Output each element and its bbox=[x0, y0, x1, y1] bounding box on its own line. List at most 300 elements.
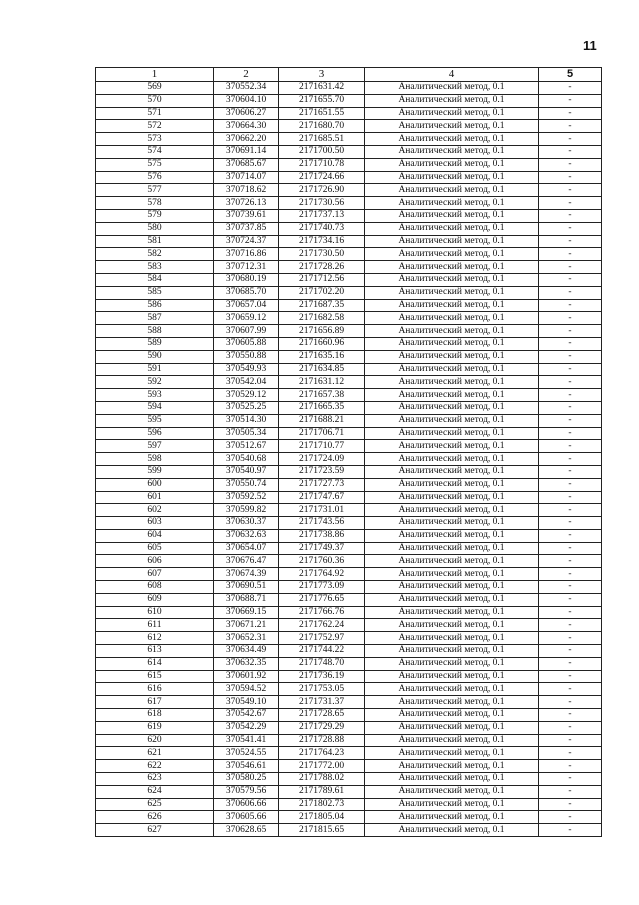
cell-description: - bbox=[539, 696, 602, 709]
cell-y-coordinate: 2171724.66 bbox=[279, 171, 365, 184]
cell-y-coordinate: 2171712.56 bbox=[279, 273, 365, 286]
table-row bbox=[96, 581, 602, 594]
cell-method: Аналитический метод, 0.1 bbox=[365, 619, 539, 632]
table-row bbox=[96, 632, 602, 645]
table-row bbox=[96, 107, 602, 120]
cell-x-coordinate: 370524.55 bbox=[214, 747, 279, 760]
cell-point-number: 602 bbox=[96, 504, 214, 517]
cell-x-coordinate: 370606.27 bbox=[214, 107, 279, 120]
cell-description: - bbox=[539, 107, 602, 120]
cell-point-number: 606 bbox=[96, 555, 214, 568]
cell-description: - bbox=[539, 773, 602, 786]
cell-description: - bbox=[539, 376, 602, 389]
cell-method: Аналитический метод, 0.1 bbox=[365, 222, 539, 235]
cell-x-coordinate: 370690.51 bbox=[214, 581, 279, 594]
cell-x-coordinate: 370652.31 bbox=[214, 632, 279, 645]
cell-method: Аналитический метод, 0.1 bbox=[365, 286, 539, 299]
table-row bbox=[96, 209, 602, 222]
cell-point-number: 581 bbox=[96, 235, 214, 248]
cell-description: - bbox=[539, 606, 602, 619]
cell-x-coordinate: 370676.47 bbox=[214, 555, 279, 568]
table-row bbox=[96, 657, 602, 670]
cell-y-coordinate: 2171685.51 bbox=[279, 133, 365, 146]
cell-x-coordinate: 370606.66 bbox=[214, 798, 279, 811]
cell-x-coordinate: 370594.52 bbox=[214, 683, 279, 696]
cell-description: - bbox=[539, 197, 602, 210]
cell-method: Аналитический метод, 0.1 bbox=[365, 427, 539, 440]
cell-y-coordinate: 2171789.61 bbox=[279, 785, 365, 798]
cell-description: - bbox=[539, 414, 602, 427]
table-row bbox=[96, 350, 602, 363]
cell-method: Аналитический метод, 0.1 bbox=[365, 325, 539, 338]
cell-method: Аналитический метод, 0.1 bbox=[365, 824, 539, 837]
cell-description: - bbox=[539, 645, 602, 658]
cell-x-coordinate: 370546.61 bbox=[214, 760, 279, 773]
cell-y-coordinate: 2171631.42 bbox=[279, 82, 365, 95]
table-row bbox=[96, 299, 602, 312]
cell-point-number: 610 bbox=[96, 606, 214, 619]
cell-point-number: 588 bbox=[96, 325, 214, 338]
cell-point-number: 600 bbox=[96, 478, 214, 491]
cell-description: - bbox=[539, 619, 602, 632]
cell-y-coordinate: 2171682.58 bbox=[279, 312, 365, 325]
cell-point-number: 604 bbox=[96, 529, 214, 542]
cell-point-number: 575 bbox=[96, 158, 214, 171]
cell-description: - bbox=[539, 734, 602, 747]
cell-point-number: 578 bbox=[96, 197, 214, 210]
cell-method: Аналитический метод, 0.1 bbox=[365, 184, 539, 197]
cell-method: Аналитический метод, 0.1 bbox=[365, 414, 539, 427]
cell-method: Аналитический метод, 0.1 bbox=[365, 120, 539, 133]
cell-description: - bbox=[539, 760, 602, 773]
cell-description: - bbox=[539, 517, 602, 530]
cell-x-coordinate: 370688.71 bbox=[214, 593, 279, 606]
cell-y-coordinate: 2171710.78 bbox=[279, 158, 365, 171]
cell-method: Аналитический метод, 0.1 bbox=[365, 709, 539, 722]
cell-y-coordinate: 2171744.22 bbox=[279, 645, 365, 658]
cell-method: Аналитический метод, 0.1 bbox=[365, 504, 539, 517]
cell-point-number: 595 bbox=[96, 414, 214, 427]
cell-description: - bbox=[539, 555, 602, 568]
cell-x-coordinate: 370669.15 bbox=[214, 606, 279, 619]
cell-method: Аналитический метод, 0.1 bbox=[365, 747, 539, 760]
cell-method: Аналитический метод, 0.1 bbox=[365, 94, 539, 107]
cell-method: Аналитический метод, 0.1 bbox=[365, 632, 539, 645]
table-row bbox=[96, 197, 602, 210]
cell-point-number: 614 bbox=[96, 657, 214, 670]
cell-point-number: 625 bbox=[96, 798, 214, 811]
cell-description: - bbox=[539, 491, 602, 504]
cell-description: - bbox=[539, 145, 602, 158]
cell-x-coordinate: 370718.62 bbox=[214, 184, 279, 197]
cell-x-coordinate: 370514.30 bbox=[214, 414, 279, 427]
cell-description: - bbox=[539, 82, 602, 95]
cell-point-number: 608 bbox=[96, 581, 214, 594]
cell-method: Аналитический метод, 0.1 bbox=[365, 785, 539, 798]
cell-method: Аналитический метод, 0.1 bbox=[365, 453, 539, 466]
coordinates-table bbox=[95, 67, 602, 837]
cell-point-number: 609 bbox=[96, 593, 214, 606]
cell-method: Аналитический метод, 0.1 bbox=[365, 133, 539, 146]
cell-y-coordinate: 2171731.37 bbox=[279, 696, 365, 709]
cell-x-coordinate: 370691.14 bbox=[214, 145, 279, 158]
cell-point-number: 572 bbox=[96, 120, 214, 133]
column-header-description: 5 bbox=[539, 68, 602, 82]
cell-x-coordinate: 370628.65 bbox=[214, 824, 279, 837]
cell-description: - bbox=[539, 120, 602, 133]
table-row bbox=[96, 555, 602, 568]
table-row bbox=[96, 414, 602, 427]
cell-description: - bbox=[539, 261, 602, 274]
cell-x-coordinate: 370632.63 bbox=[214, 529, 279, 542]
cell-point-number: 596 bbox=[96, 427, 214, 440]
cell-y-coordinate: 2171730.50 bbox=[279, 248, 365, 261]
cell-method: Аналитический метод, 0.1 bbox=[365, 811, 539, 824]
cell-y-coordinate: 2171764.92 bbox=[279, 568, 365, 581]
cell-x-coordinate: 370659.12 bbox=[214, 312, 279, 325]
cell-point-number: 589 bbox=[96, 337, 214, 350]
cell-method: Аналитический метод, 0.1 bbox=[365, 645, 539, 658]
cell-y-coordinate: 2171740.73 bbox=[279, 222, 365, 235]
cell-point-number: 621 bbox=[96, 747, 214, 760]
cell-y-coordinate: 2171635.16 bbox=[279, 350, 365, 363]
cell-method: Аналитический метод, 0.1 bbox=[365, 478, 539, 491]
table-row bbox=[96, 645, 602, 658]
cell-point-number: 620 bbox=[96, 734, 214, 747]
cell-x-coordinate: 370726.13 bbox=[214, 197, 279, 210]
table-row bbox=[96, 824, 602, 837]
cell-y-coordinate: 2171749.37 bbox=[279, 542, 365, 555]
cell-description: - bbox=[539, 798, 602, 811]
cell-x-coordinate: 370550.88 bbox=[214, 350, 279, 363]
cell-point-number: 617 bbox=[96, 696, 214, 709]
cell-method: Аналитический метод, 0.1 bbox=[365, 389, 539, 402]
cell-description: - bbox=[539, 478, 602, 491]
cell-x-coordinate: 370724.37 bbox=[214, 235, 279, 248]
cell-description: - bbox=[539, 273, 602, 286]
cell-method: Аналитический метод, 0.1 bbox=[365, 235, 539, 248]
table-row bbox=[96, 401, 602, 414]
cell-y-coordinate: 2171656.89 bbox=[279, 325, 365, 338]
cell-y-coordinate: 2171752.97 bbox=[279, 632, 365, 645]
cell-method: Аналитический метод, 0.1 bbox=[365, 401, 539, 414]
cell-description: - bbox=[539, 325, 602, 338]
cell-method: Аналитический метод, 0.1 bbox=[365, 171, 539, 184]
cell-description: - bbox=[539, 670, 602, 683]
cell-method: Аналитический метод, 0.1 bbox=[365, 158, 539, 171]
table-row bbox=[96, 261, 602, 274]
cell-x-coordinate: 370540.68 bbox=[214, 453, 279, 466]
table-row bbox=[96, 593, 602, 606]
cell-y-coordinate: 2171728.88 bbox=[279, 734, 365, 747]
cell-method: Аналитический метод, 0.1 bbox=[365, 683, 539, 696]
cell-y-coordinate: 2171760.36 bbox=[279, 555, 365, 568]
cell-description: - bbox=[539, 427, 602, 440]
cell-method: Аналитический метод, 0.1 bbox=[365, 593, 539, 606]
cell-point-number: 597 bbox=[96, 440, 214, 453]
cell-x-coordinate: 370592.52 bbox=[214, 491, 279, 504]
cell-method: Аналитический метод, 0.1 bbox=[365, 542, 539, 555]
table-row bbox=[96, 606, 602, 619]
cell-description: - bbox=[539, 824, 602, 837]
table-row bbox=[96, 273, 602, 286]
table-row bbox=[96, 376, 602, 389]
cell-y-coordinate: 2171651.55 bbox=[279, 107, 365, 120]
cell-method: Аналитический метод, 0.1 bbox=[365, 657, 539, 670]
column-header-method: 4 bbox=[365, 68, 539, 82]
cell-x-coordinate: 370632.35 bbox=[214, 657, 279, 670]
cell-description: - bbox=[539, 709, 602, 722]
cell-description: - bbox=[539, 568, 602, 581]
cell-point-number: 601 bbox=[96, 491, 214, 504]
cell-x-coordinate: 370512.67 bbox=[214, 440, 279, 453]
cell-y-coordinate: 2171728.65 bbox=[279, 709, 365, 722]
cell-y-coordinate: 2171738.86 bbox=[279, 529, 365, 542]
table-row bbox=[96, 133, 602, 146]
cell-method: Аналитический метод, 0.1 bbox=[365, 555, 539, 568]
cell-x-coordinate: 370540.97 bbox=[214, 465, 279, 478]
cell-description: - bbox=[539, 683, 602, 696]
cell-description: - bbox=[539, 401, 602, 414]
cell-x-coordinate: 370712.31 bbox=[214, 261, 279, 274]
cell-description: - bbox=[539, 465, 602, 478]
cell-point-number: 579 bbox=[96, 209, 214, 222]
cell-description: - bbox=[539, 581, 602, 594]
cell-x-coordinate: 370549.10 bbox=[214, 696, 279, 709]
cell-x-coordinate: 370542.04 bbox=[214, 376, 279, 389]
cell-point-number: 599 bbox=[96, 465, 214, 478]
cell-description: - bbox=[539, 222, 602, 235]
cell-point-number: 594 bbox=[96, 401, 214, 414]
cell-description: - bbox=[539, 542, 602, 555]
cell-y-coordinate: 2171706.71 bbox=[279, 427, 365, 440]
cell-y-coordinate: 2171729.29 bbox=[279, 721, 365, 734]
table-row bbox=[96, 222, 602, 235]
table-row bbox=[96, 683, 602, 696]
cell-x-coordinate: 370605.66 bbox=[214, 811, 279, 824]
table-row bbox=[96, 82, 602, 95]
cell-description: - bbox=[539, 171, 602, 184]
cell-description: - bbox=[539, 235, 602, 248]
cell-x-coordinate: 370664.30 bbox=[214, 120, 279, 133]
cell-point-number: 612 bbox=[96, 632, 214, 645]
table-row bbox=[96, 184, 602, 197]
cell-point-number: 603 bbox=[96, 517, 214, 530]
cell-description: - bbox=[539, 453, 602, 466]
cell-point-number: 570 bbox=[96, 94, 214, 107]
cell-y-coordinate: 2171737.13 bbox=[279, 209, 365, 222]
cell-description: - bbox=[539, 350, 602, 363]
table-row bbox=[96, 120, 602, 133]
cell-point-number: 577 bbox=[96, 184, 214, 197]
cell-description: - bbox=[539, 632, 602, 645]
cell-method: Аналитический метод, 0.1 bbox=[365, 773, 539, 786]
cell-point-number: 580 bbox=[96, 222, 214, 235]
table-body bbox=[96, 82, 602, 837]
table-row bbox=[96, 363, 602, 376]
cell-point-number: 591 bbox=[96, 363, 214, 376]
cell-x-coordinate: 370604.10 bbox=[214, 94, 279, 107]
cell-description: - bbox=[539, 184, 602, 197]
cell-method: Аналитический метод, 0.1 bbox=[365, 248, 539, 261]
cell-description: - bbox=[539, 389, 602, 402]
cell-x-coordinate: 370529.12 bbox=[214, 389, 279, 402]
cell-y-coordinate: 2171753.05 bbox=[279, 683, 365, 696]
cell-y-coordinate: 2171723.59 bbox=[279, 465, 365, 478]
cell-x-coordinate: 370685.67 bbox=[214, 158, 279, 171]
cell-y-coordinate: 2171734.16 bbox=[279, 235, 365, 248]
table-row bbox=[96, 453, 602, 466]
cell-description: - bbox=[539, 363, 602, 376]
table-row bbox=[96, 248, 602, 261]
cell-method: Аналитический метод, 0.1 bbox=[365, 350, 539, 363]
page-number: 11 bbox=[583, 38, 597, 53]
cell-method: Аналитический метод, 0.1 bbox=[365, 440, 539, 453]
cell-x-coordinate: 370525.25 bbox=[214, 401, 279, 414]
cell-point-number: 611 bbox=[96, 619, 214, 632]
cell-method: Аналитический метод, 0.1 bbox=[365, 721, 539, 734]
cell-description: - bbox=[539, 133, 602, 146]
cell-x-coordinate: 370580.25 bbox=[214, 773, 279, 786]
cell-x-coordinate: 370654.07 bbox=[214, 542, 279, 555]
cell-method: Аналитический метод, 0.1 bbox=[365, 197, 539, 210]
cell-description: - bbox=[539, 158, 602, 171]
cell-description: - bbox=[539, 504, 602, 517]
cell-x-coordinate: 370634.49 bbox=[214, 645, 279, 658]
cell-method: Аналитический метод, 0.1 bbox=[365, 517, 539, 530]
cell-method: Аналитический метод, 0.1 bbox=[365, 670, 539, 683]
cell-point-number: 622 bbox=[96, 760, 214, 773]
cell-point-number: 619 bbox=[96, 721, 214, 734]
cell-method: Аналитический метод, 0.1 bbox=[365, 209, 539, 222]
cell-y-coordinate: 2171726.90 bbox=[279, 184, 365, 197]
cell-description: - bbox=[539, 747, 602, 760]
table-row bbox=[96, 619, 602, 632]
cell-y-coordinate: 2171776.65 bbox=[279, 593, 365, 606]
cell-method: Аналитический метод, 0.1 bbox=[365, 299, 539, 312]
table-row bbox=[96, 773, 602, 786]
cell-y-coordinate: 2171710.77 bbox=[279, 440, 365, 453]
cell-method: Аналитический метод, 0.1 bbox=[365, 798, 539, 811]
cell-x-coordinate: 370599.82 bbox=[214, 504, 279, 517]
cell-x-coordinate: 370662.20 bbox=[214, 133, 279, 146]
cell-description: - bbox=[539, 721, 602, 734]
cell-x-coordinate: 370552.34 bbox=[214, 82, 279, 95]
cell-method: Аналитический метод, 0.1 bbox=[365, 273, 539, 286]
cell-x-coordinate: 370541.41 bbox=[214, 734, 279, 747]
cell-x-coordinate: 370549.93 bbox=[214, 363, 279, 376]
cell-point-number: 616 bbox=[96, 683, 214, 696]
cell-y-coordinate: 2171736.19 bbox=[279, 670, 365, 683]
cell-x-coordinate: 370714.07 bbox=[214, 171, 279, 184]
cell-y-coordinate: 2171700.50 bbox=[279, 145, 365, 158]
cell-description: - bbox=[539, 811, 602, 824]
cell-y-coordinate: 2171727.73 bbox=[279, 478, 365, 491]
cell-point-number: 587 bbox=[96, 312, 214, 325]
cell-point-number: 607 bbox=[96, 568, 214, 581]
table-row bbox=[96, 312, 602, 325]
cell-description: - bbox=[539, 785, 602, 798]
table-row bbox=[96, 811, 602, 824]
cell-x-coordinate: 370579.56 bbox=[214, 785, 279, 798]
column-header-y: 3 bbox=[279, 68, 365, 82]
cell-point-number: 618 bbox=[96, 709, 214, 722]
cell-x-coordinate: 370737.85 bbox=[214, 222, 279, 235]
cell-point-number: 571 bbox=[96, 107, 214, 120]
table-row bbox=[96, 325, 602, 338]
cell-x-coordinate: 370607.99 bbox=[214, 325, 279, 338]
cell-point-number: 573 bbox=[96, 133, 214, 146]
table-row bbox=[96, 389, 602, 402]
cell-y-coordinate: 2171655.70 bbox=[279, 94, 365, 107]
cell-point-number: 582 bbox=[96, 248, 214, 261]
cell-description: - bbox=[539, 529, 602, 542]
cell-y-coordinate: 2171724.09 bbox=[279, 453, 365, 466]
cell-y-coordinate: 2171762.24 bbox=[279, 619, 365, 632]
cell-method: Аналитический метод, 0.1 bbox=[365, 465, 539, 478]
cell-method: Аналитический метод, 0.1 bbox=[365, 363, 539, 376]
table-row bbox=[96, 504, 602, 517]
cell-point-number: 585 bbox=[96, 286, 214, 299]
column-header-point-number: 1 bbox=[96, 68, 214, 82]
table-row bbox=[96, 734, 602, 747]
table-row bbox=[96, 94, 602, 107]
cell-point-number: 590 bbox=[96, 350, 214, 363]
table-row bbox=[96, 235, 602, 248]
cell-description: - bbox=[539, 657, 602, 670]
cell-description: - bbox=[539, 94, 602, 107]
cell-y-coordinate: 2171764.23 bbox=[279, 747, 365, 760]
cell-point-number: 605 bbox=[96, 542, 214, 555]
table-row bbox=[96, 427, 602, 440]
cell-description: - bbox=[539, 248, 602, 261]
table-row bbox=[96, 440, 602, 453]
cell-y-coordinate: 2171772.00 bbox=[279, 760, 365, 773]
cell-x-coordinate: 370671.21 bbox=[214, 619, 279, 632]
cell-y-coordinate: 2171631.12 bbox=[279, 376, 365, 389]
table-row bbox=[96, 568, 602, 581]
cell-method: Аналитический метод, 0.1 bbox=[365, 581, 539, 594]
cell-method: Аналитический метод, 0.1 bbox=[365, 568, 539, 581]
table-row bbox=[96, 145, 602, 158]
table-row bbox=[96, 158, 602, 171]
cell-point-number: 569 bbox=[96, 82, 214, 95]
cell-point-number: 626 bbox=[96, 811, 214, 824]
cell-method: Аналитический метод, 0.1 bbox=[365, 696, 539, 709]
cell-point-number: 615 bbox=[96, 670, 214, 683]
table-header-row bbox=[96, 68, 602, 82]
table-row bbox=[96, 747, 602, 760]
table-row bbox=[96, 721, 602, 734]
cell-y-coordinate: 2171702.20 bbox=[279, 286, 365, 299]
cell-y-coordinate: 2171634.85 bbox=[279, 363, 365, 376]
cell-x-coordinate: 370716.86 bbox=[214, 248, 279, 261]
table-row bbox=[96, 465, 602, 478]
cell-method: Аналитический метод, 0.1 bbox=[365, 312, 539, 325]
cell-description: - bbox=[539, 299, 602, 312]
table-row bbox=[96, 760, 602, 773]
cell-method: Аналитический метод, 0.1 bbox=[365, 82, 539, 95]
cell-x-coordinate: 370542.67 bbox=[214, 709, 279, 722]
cell-y-coordinate: 2171802.73 bbox=[279, 798, 365, 811]
table-row bbox=[96, 798, 602, 811]
cell-description: - bbox=[539, 286, 602, 299]
cell-description: - bbox=[539, 337, 602, 350]
cell-y-coordinate: 2171680.70 bbox=[279, 120, 365, 133]
cell-y-coordinate: 2171747.67 bbox=[279, 491, 365, 504]
cell-x-coordinate: 370685.70 bbox=[214, 286, 279, 299]
table-row bbox=[96, 542, 602, 555]
